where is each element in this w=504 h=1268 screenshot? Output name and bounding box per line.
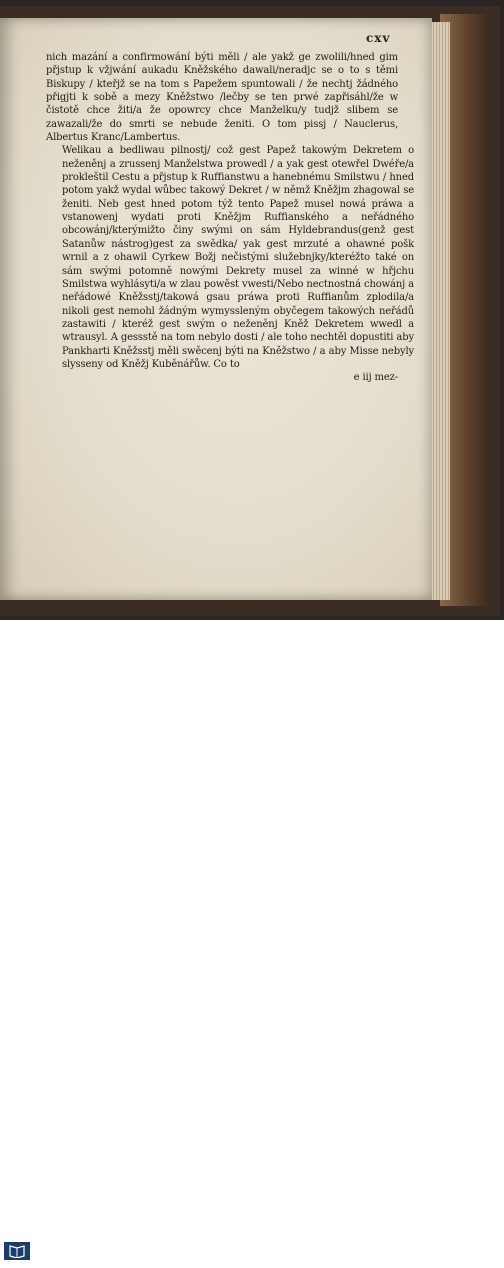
book-page [0,18,432,600]
catchword-line: e iij mez- [353,372,398,384]
folio-number: cxv [366,31,391,45]
text-block [46,51,414,385]
book-scan [0,0,504,620]
paragraph: nich mazání a confirmowání býti měli / ale yakž ge zwolili/hned gim přjstup k vžjwání aukadu Kněžského dawali/neradjc se o to s těmi Biskupy / kteřjž se na tom s Papežem spuntowali / že nechtj žádného přigjti k sobě a mezy Kněžstwo /lečby se ten prwé zapřisáhl/že w čistotě chce žiti/a že opowrcy chce Manželku/y tudjž slibem se zawazali/že do smrti se nebude ženiti. O tom pissj / Nauclerus, Albertus Kranc/Lambertus. [46,52,398,144]
footer-bar [0,620,504,650]
paragraph: Welikau a bedliwau pilnostj/ což gest Papež takowým Dekretem o neženěnj a zrussenj Manželstwa prowedl / a yak gest otewřel Dwéře/a prokleštil Cestu a přjstup k Ruffianstwu a hanebnému Smilstwu / hned potom yakž wydal wůbec takowý Dekret / w němž Kněžjm zhagowal se ženiti. Neb gest hned potom týž tento Papež musel nowá práwa a vstanowenj wydati proti Kněžjm Ruffianského a neřádného obcowánj/kterýmižto činy swými on sám Hyldebrandus(genž gest Satanůw nástrog)gest za swědka/ yak gest mrzuté a ohawné pošk wrnil a z ohawil Cyrkew Božj nečistými služebnjky/kteréžto také on sám swými potomně nowými Dekrety musel za winné w hřjchu Smilstwa wyhlásyti/a w zlau powěst vwesti/Nebo nectnostná chowánj a neřádowé Kněžsstj/takowá gsau práwa proti Ruffianům zplodila/a nikoli gest nemohl žádným wymyssleným obyčegem takowých neřádů zastawiti / kteréž gest swým o neženěnj Kněž Dekretem wwedl a wtrausyl. A gessstě na tom nebylo dosti / ale toho nechtěl dopustiti aby Pankharti Kněžsstj měli swěcenj býti na Kněžstwo / a aby Misse nebyly slysseny od Kněžj Kuběnářůw. Co to [62,145,414,370]
library-logo-mark [4,1242,30,1260]
book-icon [9,1244,25,1258]
library-logo [4,1242,30,1268]
